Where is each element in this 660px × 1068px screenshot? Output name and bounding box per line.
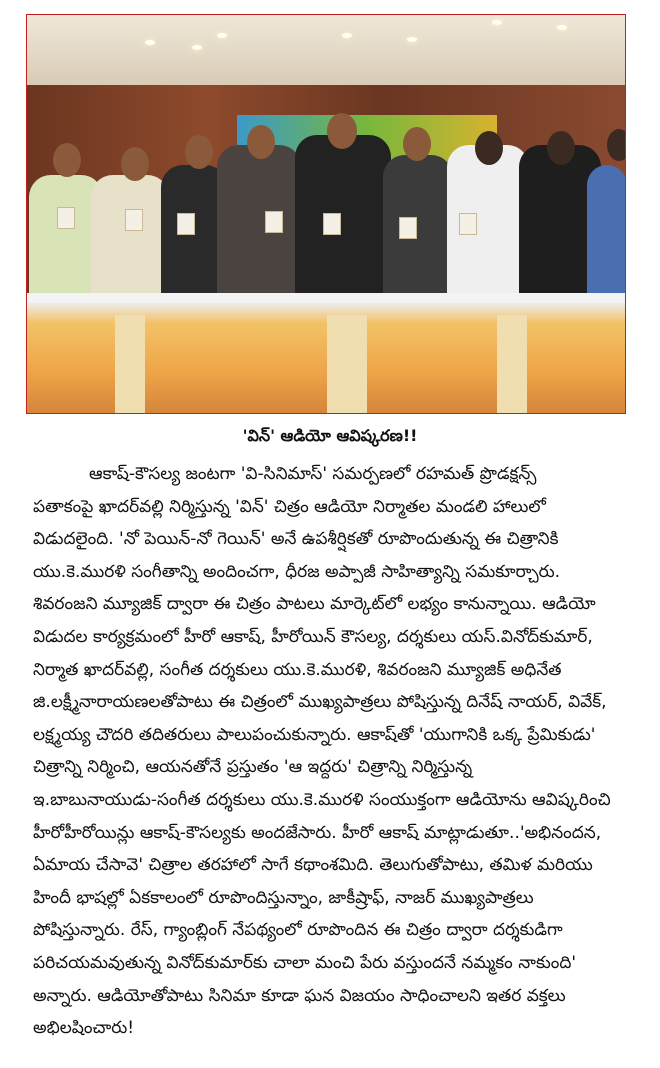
event-photo bbox=[26, 14, 626, 414]
person-head bbox=[607, 129, 626, 161]
people-group bbox=[27, 125, 625, 305]
ceiling-light bbox=[342, 33, 352, 38]
ceiling-light bbox=[217, 33, 227, 38]
article-line: శివరంజని మ్యూజిక్‌ ద్వారా ఈ చిత్రం పాటలు మార్కెట్‌లో లభ్యం కానున్నాయి. ఆడియో bbox=[33, 594, 596, 615]
ceiling-light bbox=[145, 40, 155, 45]
article-line: పతాకంపై ఖాదర్‌వల్లి నిర్మిస్తున్న 'విన్‌' చిత్రం ఆడియో నిర్మాతల మండలి హాలులో bbox=[33, 496, 546, 517]
person bbox=[383, 155, 453, 305]
photo-ceiling bbox=[27, 15, 625, 85]
person bbox=[217, 145, 301, 305]
article-line: అభిలషించారు! bbox=[33, 1018, 135, 1039]
audio-cd bbox=[265, 211, 283, 233]
article-line: విడుదలైంది. 'నో పెయిన్‌-నో గెయిన్‌' అనే ఉపశీర్షికతో రూపొందుతున్న ఈ చిత్రానికి bbox=[33, 529, 559, 550]
article-line: ఇ.బాబునాయుడు-సంగీత దర్శకులు యు.కె.మురళి సంయుక్తంగా ఆడియోను ఆవిష్కరించి bbox=[33, 789, 611, 810]
person-head bbox=[327, 113, 357, 149]
person bbox=[295, 135, 391, 305]
audio-cd bbox=[125, 209, 143, 231]
person-head bbox=[475, 131, 503, 165]
person bbox=[587, 165, 626, 305]
person-head bbox=[247, 125, 275, 159]
article-line: అన్నారు. ఆడియోతోపాటు సినిమా కూడా ఘన విజయం సాధించాలని ఇతర వక్తలు bbox=[33, 985, 566, 1006]
article-headline: 'విన్‌' ఆడియో ఆవిష్కరణ!! bbox=[242, 426, 418, 445]
ceiling-light bbox=[492, 20, 502, 25]
table-leg bbox=[497, 315, 527, 414]
article-line: హీరోహీరోయిన్లు ఆకాష్‌-కౌసల్యకు అందజేసారు. హీరో ఆకాష్‌ మాట్లాడుతూ..'అభినందన, bbox=[33, 822, 602, 843]
article-line: పరిచయమవుతున్న వినోద్‌కుమార్‌కు చాలా మంచి పేరు వస్తుందనే నమ్మకం నాకుంది' bbox=[33, 952, 577, 973]
ceiling-light bbox=[557, 25, 567, 30]
audio-cd bbox=[57, 207, 75, 229]
person bbox=[91, 175, 169, 305]
audio-cd bbox=[399, 217, 417, 239]
ceiling-light bbox=[407, 37, 417, 42]
ceiling-light bbox=[192, 45, 202, 50]
table-leg bbox=[115, 315, 145, 414]
article-line: లక్ష్మయ్య చౌదరి తదితరులు పాలుపంచుకున్నారు. ఆకాష్‌తో 'యుగానికి ఒక్క ప్రేమికుడు' bbox=[33, 724, 596, 745]
article-line: జి.లక్ష్మీనారాయణలతోపాటు ఈ చిత్రంలో ముఖ్యపాత్రలు పోషిస్తున్న దినేష్‌ నాయర్‌, వివేక్‌, bbox=[33, 692, 607, 713]
person-head bbox=[547, 131, 575, 165]
article-line: ఆకాష్‌-కౌసల్య జంటగా 'వి-సినిమాస్‌' సమర్పణలో రహమత్‌ ప్రొడక్షన్స్‌ bbox=[89, 464, 537, 484]
table-leg bbox=[327, 315, 367, 414]
person-head bbox=[121, 147, 149, 181]
article-line: ఏమాయ చేసావె' చిత్రాల తరహాలో సాగే కథాంశమిది. తెలుగుతోపాటు, తమిళ మరియు bbox=[33, 855, 593, 876]
audio-cd bbox=[177, 213, 195, 235]
audio-cd bbox=[459, 213, 477, 235]
article-line: హిందీ భాషల్లో ఏకకాలంలో రూపొందిస్తున్నాం, జాకీష్రాఫ్‌, నాజర్‌ ముఖ్యపాత్రలు bbox=[33, 887, 534, 908]
article-line: యు.కె.మురళి సంగీతాన్ని అందించగా, ధీరజ అప్పాజీ సాహిత్యాన్ని సమకూర్చారు. bbox=[33, 561, 560, 582]
person-head bbox=[403, 127, 431, 161]
article-line: విడుదల కార్యక్రమంలో హీరో ఆకాష్‌, హీరోయిన్‌ కౌసల్య, దర్శకులు యస్‌.వినోద్‌కుమార్‌, bbox=[33, 626, 593, 647]
article-line: పోషిస్తున్నారు. రేస్‌, గ్యాంబ్లింగ్‌ నేపథ్యంలో రూపొందిన ఈ చిత్రం ద్వారా దర్శకుడిగా bbox=[33, 920, 563, 941]
audio-cd bbox=[323, 213, 341, 235]
article-body bbox=[33, 458, 630, 1045]
article-line: చిత్రాన్ని నిర్మించి, ఆయనతోనే ప్రస్తుతం 'ఆ ఇద్దరు' చిత్రాన్ని నిర్మిస్తున్న bbox=[33, 757, 473, 778]
article-line: నిర్మాత ఖాదర్‌వల్లి, సంగీత దర్శకులు యు.కె.మురళి, శివరంజని మ్యూజిక్‌ అధినేత bbox=[33, 659, 562, 680]
person-head bbox=[185, 135, 213, 169]
person-head bbox=[53, 143, 81, 177]
